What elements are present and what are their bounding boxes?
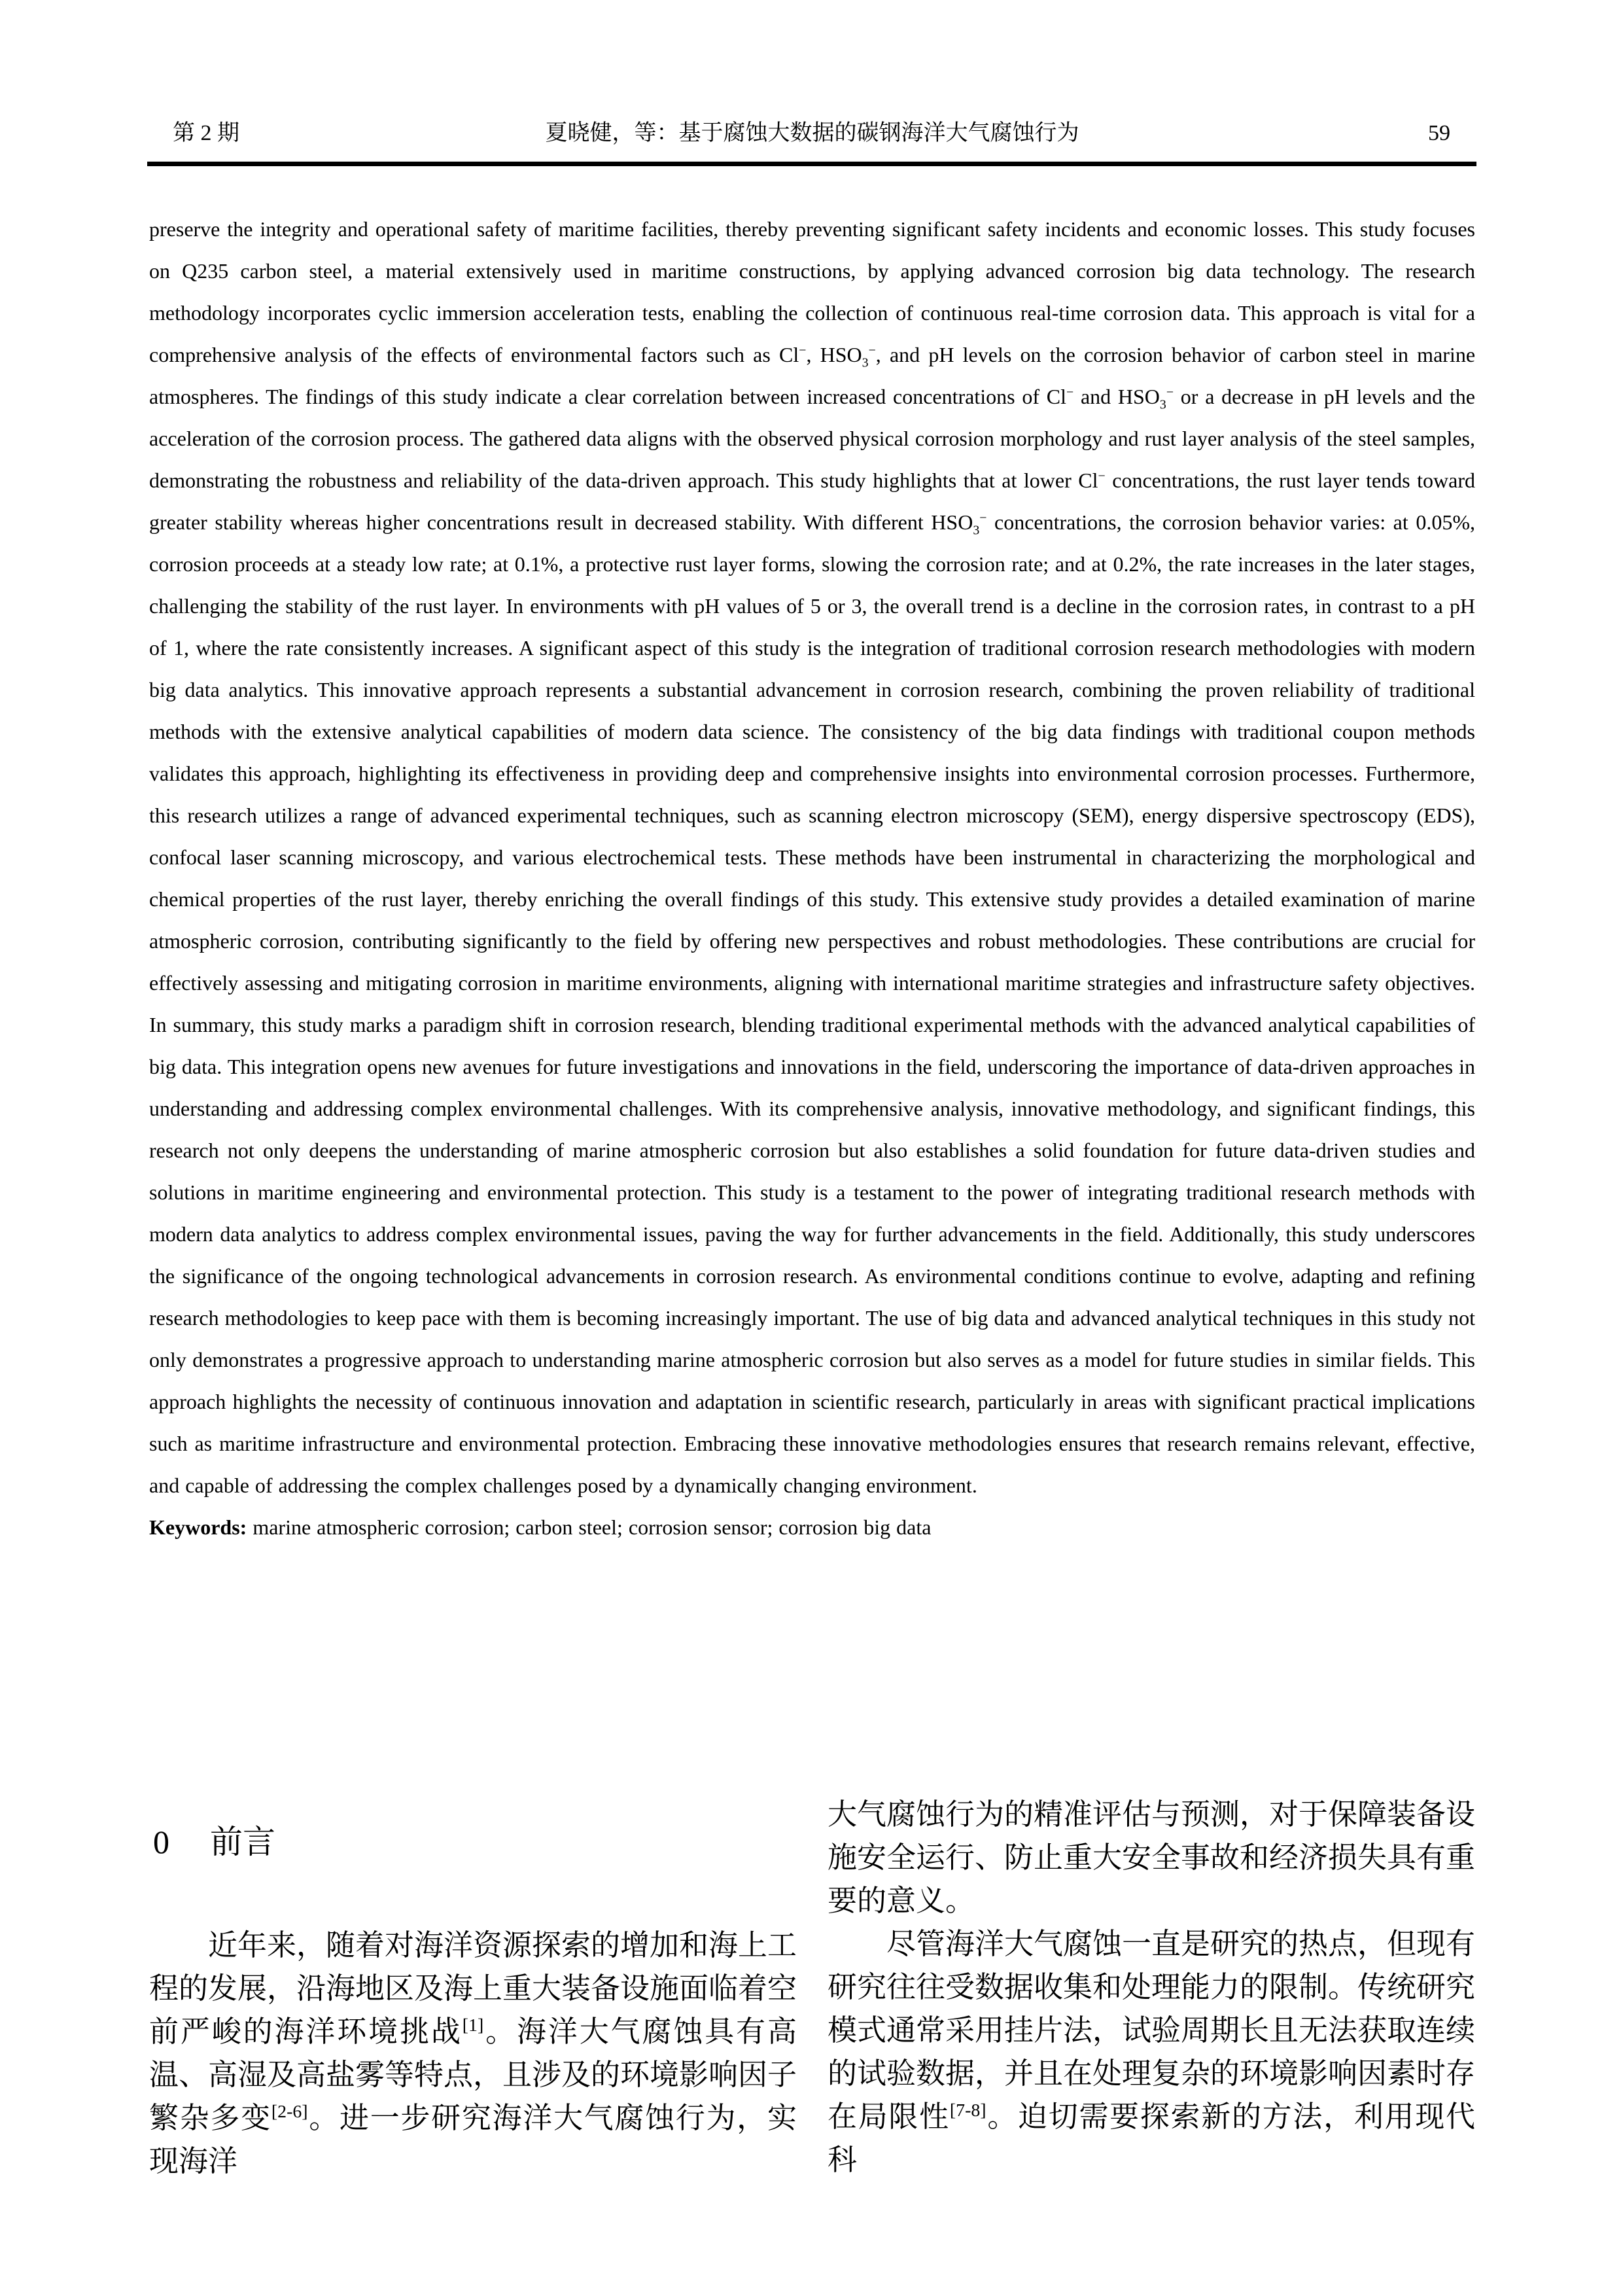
right-column: [828, 1775, 1475, 2181]
keywords-text: marine atmospheric corrosion; carbon steel; corrosion sensor; corrosion big data: [247, 1515, 932, 1539]
keywords-label: Keywords:: [149, 1515, 247, 1539]
header-rule: [147, 162, 1476, 166]
abstract-text: preserve the integrity and operational safety of maritime facilities, thereby preventing significant safety incidents and economic losses. This study focuses on Q235 carbon steel, a material extensively used in maritime constructions, by applying advanced corrosion big data technology. The research methodology incorporates cyclic immersion acceleration tests, enabling the collection of continuous real-time corrosion data. This approach is vital for a comprehensive analysis of the effects of environmental factors such as Cl−, $HSO_3^-$, and pH levels on the corrosion behavior of carbon steel in marine atmospheres. The findings of this study indicate a clear correlation between increased concentrations of Cl− and $HSO_3^-$ or a decrease in pH levels and the acceleration of the corrosion process. The gathered data aligns with the observed physical corrosion morphology and rust layer analysis of the steel samples, demonstrating the robustness and reliability of the data-driven approach. This study highlights that at lower Cl− concentrations, the rust layer tends toward greater stability whereas higher concentrations result in decreased stability. With different $HSO_3^-$ concentrations, the corrosion behavior varies: at 0.05%, corrosion proceeds at a steady low rate; at 0.1%, a protective rust layer forms, slowing the corrosion rate; and at 0.2%, the rate increases in the later stages, challenging the stability of the rust layer. In environments with pH values of 5 or 3, the overall trend is a decline in the corrosion rates, in contrast to a pH of 1, where the rate consistently increases. A significant aspect of this study is the integration of traditional corrosion research methodologies with modern big data analytics. This innovative approach represents a substantial advancement in corrosion research, combining the proven reliability of traditional methods with the extensive analytical capabilities of modern data science. The consistency of the big data findings with traditional coupon methods validates this approach, highlighting its effectiveness in providing deep and comprehensive insights into environmental corrosion processes. Furthermore, this research utilizes a range of advanced experimental techniques, such as scanning electron microscopy (SEM), energy dispersive spectroscopy (EDS), confocal laser scanning microscopy, and various electrochemical tests. These methods have been instrumental in characterizing the morphological and chemical properties of the rust layer, thereby enriching the overall findings of this study. This extensive study provides a detailed examination of marine atmospheric corrosion, contributing significantly to the field by offering new perspectives and robust methodologies. These contributions are crucial for effectively assessing and mitigating corrosion in maritime environments, aligning with international maritime strategies and infrastructure safety objectives. In summary, this study marks a paradigm shift in corrosion research, blending traditional experimental methods with the advanced analytical capabilities of big data. This integration opens new avenues for future investigations and innovations in the field, underscoring the importance of data-driven approaches in understanding and addressing complex environmental challenges. With its comprehensive analysis, innovative methodology, and significant findings, this research not only deepens the understanding of marine atmospheric corrosion but also establishes a solid foundation for future data-driven studies and solutions in maritime engineering and environmental protection. This study is a testament to the power of integrating traditional research methods with modern data analytics to address complex environmental issues, paving the way for further advancements in the field. Additionally, this study underscores the significance of the ongoing technological advancements in corrosion research. As environmental conditions continue to evolve, adapting and refining research methodologies to keep pace with them is becoming increasingly important. The use of big data and advanced analytical techniques in this study not only demonstrates a progressive approach to understanding marine atmospheric corrosion but also serves as a model for future studies in similar fields. This approach highlights the necessity of continuous innovation and adaptation in scientific research, particularly in areas with significant practical implications such as maritime infrastructure and environmental protection. Embracing these innovative methodologies ensures that research remains relevant, effective, and capable of addressing the complex challenges posed by a dynamically changing environment.: [149, 217, 1476, 1497]
section-title: 前言: [210, 1824, 275, 1860]
running-header: [149, 120, 1475, 147]
intro-paragraph-1: 近年来，随着对海洋资源探索的增加和海上工程的发展，沿海地区及海上重大装备设施面临着空前严峻的海洋环境挑战[1]。海洋大气腐蚀具有高温、高湿及高盐雾等特点，且涉及的环境影响因子繁杂多变[2-6]。进一步研究海洋大气腐蚀行为，实现海洋: [149, 1929, 797, 2178]
keywords-line: [149, 1506, 1475, 1548]
header-page-number: 59: [1428, 121, 1450, 145]
section-heading: [153, 1823, 797, 1861]
intro-paragraph-1-continuation: 大气腐蚀行为的精准评估与预测，对于保障装备设施安全运行、防止重大安全事故和经济损失具有重要的意义。: [828, 1798, 1476, 1917]
abstract-block: [149, 208, 1475, 1548]
body-columns: [149, 1775, 1475, 2183]
section-number: 0: [153, 1824, 169, 1860]
left-column: [149, 1775, 797, 2183]
header-running-title: 夏晓健，等：基于腐蚀大数据的碳钢海洋大气腐蚀行为: [545, 121, 1079, 145]
intro-paragraph-2: 尽管海洋大气腐蚀一直是研究的热点，但现有研究往往受数据收集和处理能力的限制。传统研究模式通常采用挂片法，试验周期长且无法获取连续的试验数据，并且在处理复杂的环境影响因素时存在局限性[7-8]。迫切需要探索新的方法，利用现代科: [828, 1928, 1476, 2176]
header-issue-label: 第 2 期: [173, 121, 239, 145]
